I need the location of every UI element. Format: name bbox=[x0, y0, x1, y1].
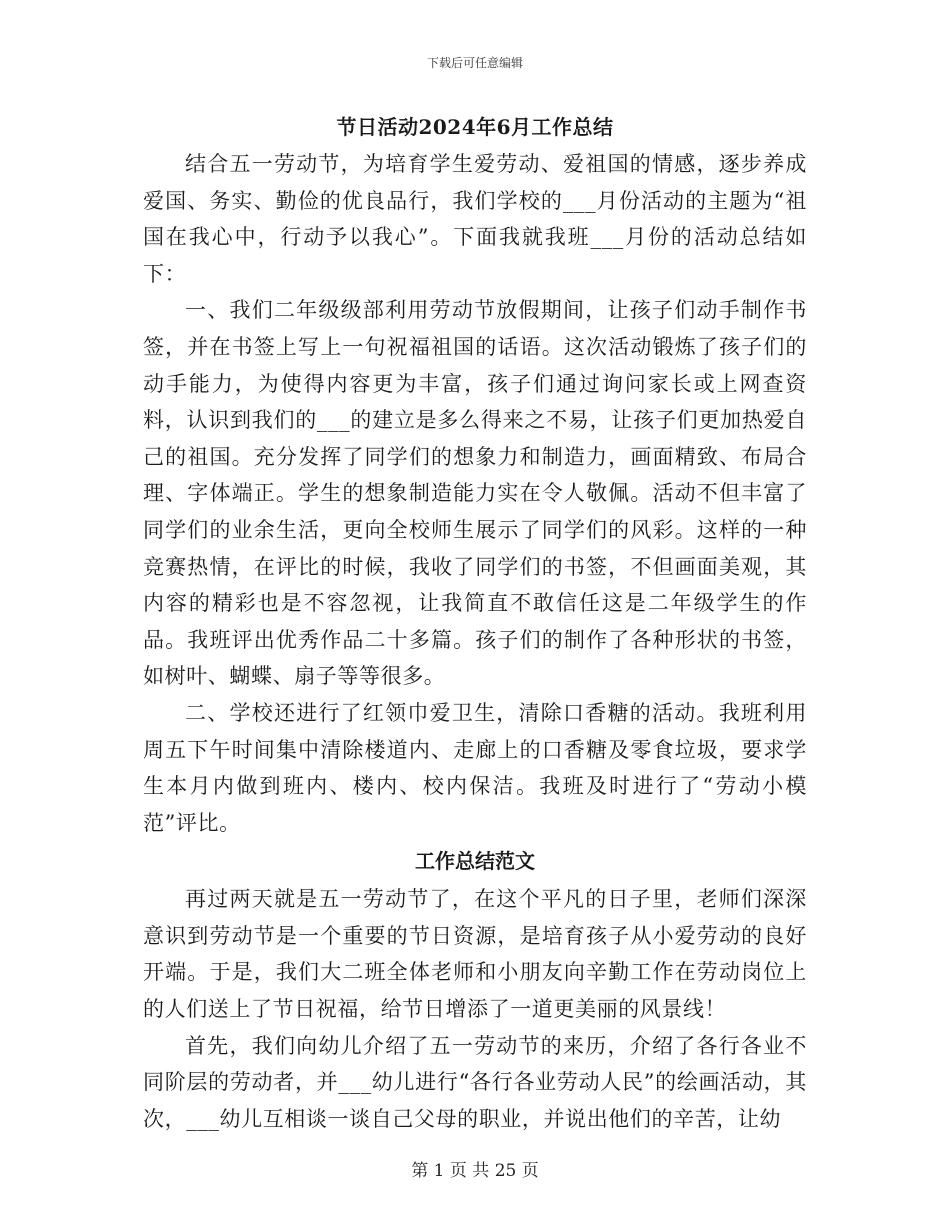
document-body bbox=[143, 108, 807, 1137]
paragraph-sample-two: 首先，我们向幼儿介绍了五一劳动节的来历，介绍了各行各业不同阶层的劳动者，并___幼儿进行“各行各业劳动人民”的绘画活动，其次，___幼儿互相谈一谈自己父母的职业，并说出他们的辛苦，让幼 bbox=[143, 1033, 807, 1131]
section-subtitle: 工作总结范文 bbox=[415, 849, 535, 874]
paragraph-section-one: 一、我们二年级级部利用劳动节放假期间，让孩子们动手制作书签，并在书签上写上一句祝福祖国的话语。这次活动锻炼了孩子们的动手能力，为使得内容更为丰富，孩子们通过询问家长或上网查资料，认识到我们的___的建立是多么得来之不易，让孩子们更加热爱自己的祖国。充分发挥了同学们的想象力和制造力，画面精致、布局合理、字体端正。学生的想象制造能力实在令人敬佩。活动不但丰富了同学们的业余生活，更向全校师生展示了同学们的风彩。这样的一种竞赛热情，在评比的时候，我收了同学们的书签，不但画面美观，其内容的精彩也是不容忽视，让我简直不敢信任这是二年级学生的作品。我班评出优秀作品二十多篇。孩子们的制作了各种形状的书签，如树叶、蝴蝶、扇子等等很多。 bbox=[143, 298, 807, 689]
paragraph-section-two: 二、学校还进行了红领巾爱卫生，清除口香糖的活动。我班利用周五下午时间集中清除楼道内、走廊上的口香糖及零食垃圾，要求学生本月内做到班内、楼内、校内保洁。我班及时进行了“劳动小模范”评比。 bbox=[143, 700, 807, 835]
paragraph-sample-one: 再过两天就是五一劳动节了，在这个平凡的日子里，老师们深深意识到劳动节是一个重要的节日资源，是培育孩子从小爱劳动的良好开端。于是，我们大二班全体老师和小朋友向辛勤工作在劳动岗位上的人们送上了节日祝福，给节日增添了一道更美丽的风景线！ bbox=[143, 887, 807, 1022]
page-number-footer: 第 1 页 共 25 页 bbox=[411, 1161, 539, 1181]
paragraph-intro: 结合五一劳动节，为培育学生爱劳动、爱祖国的情感，逐步养成爱国、务实、勤俭的优良品行，我们学校的___月份活动的主题为“祖国在我心中，行动予以我心”。下面我就我班___月份的活动总结如下： bbox=[143, 152, 807, 286]
header-note: 下载后可任意编辑 bbox=[426, 56, 523, 70]
document-title: 节日活动2024年6月工作总结 bbox=[336, 115, 614, 139]
